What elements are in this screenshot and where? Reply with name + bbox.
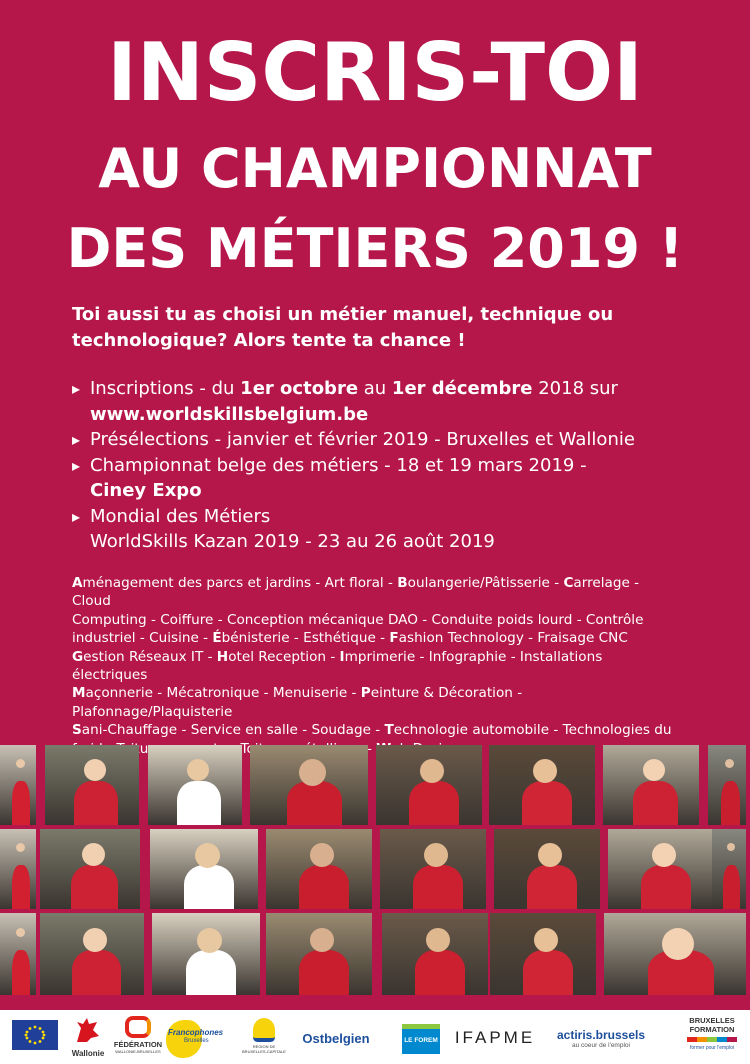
initial: H <box>216 648 229 665</box>
bullet-text: 2018 sur <box>532 378 618 399</box>
iris-icon <box>253 1018 275 1042</box>
wallonie-label: Wallonie <box>71 1049 105 1058</box>
worker-figure <box>177 781 221 825</box>
initial: T <box>384 722 394 739</box>
trades-line-5 <box>72 684 672 721</box>
worker-head <box>82 843 105 866</box>
worker-figure <box>71 865 118 909</box>
key-dates-list <box>72 376 692 555</box>
region-label: RÉGION DE BRUXELLES-CAPITALE <box>242 1044 286 1054</box>
end-date: 1er décembre <box>391 378 533 399</box>
collage-photo <box>490 913 596 995</box>
worker-figure <box>184 865 234 909</box>
photo-collage <box>0 745 750 995</box>
title-line-1: INSCRIS-TOI <box>107 26 643 119</box>
worker-head <box>725 759 734 768</box>
worker-head <box>84 759 106 781</box>
collage-photo <box>708 745 746 825</box>
collage-photo <box>152 913 260 995</box>
worker-figure <box>12 865 30 909</box>
actiris-logo <box>546 1018 656 1062</box>
bxl-tagline: former pour l'emploi <box>689 1045 735 1051</box>
worker-figure <box>641 865 691 909</box>
worker-figure <box>74 781 118 825</box>
initial: B <box>397 575 408 591</box>
mondial-details: WorldSkills Kazan 2019 - 23 au 26 août 2019 <box>90 531 495 552</box>
website-url[interactable]: www.worldskillsbelgium.be <box>90 403 369 425</box>
start-date: 1er octobre <box>240 378 359 399</box>
collage-photo <box>0 829 36 909</box>
intro-line-1: Toi aussi tu as choisi un métier manuel, technique ou <box>72 304 614 325</box>
federation-sublabel: WALLONIE-BRUXELLES <box>115 1049 161 1054</box>
trades-text: açonnerie - Mécatronique - Menuiserie - <box>85 685 361 702</box>
ifapme-label: IFAPME <box>454 1028 536 1047</box>
wallonie-logo <box>68 1016 108 1060</box>
collage-photo <box>380 829 486 909</box>
worker-head <box>533 759 557 783</box>
trades-text: Toiture - <box>116 740 372 757</box>
worker-head <box>643 759 665 781</box>
initial: M <box>72 685 86 702</box>
worker-head <box>310 928 334 952</box>
sponsor-logos-bar <box>0 1010 750 1064</box>
worker-figure <box>299 950 349 995</box>
francophones-label: Francophones <box>168 1028 224 1037</box>
rooster-icon <box>73 1016 103 1044</box>
intro-line-2: technologique? Alors tente ta chance ! <box>72 330 466 351</box>
trades-line-4 <box>72 648 672 685</box>
worker-figure <box>415 950 465 995</box>
initial: G <box>72 648 84 665</box>
collage-photo <box>250 745 368 825</box>
title-line-3: DES MÉTIERS 2019 ! <box>66 217 684 280</box>
worker-head <box>652 843 676 867</box>
initial: C <box>563 575 574 591</box>
collage-photo <box>45 745 139 825</box>
collage-photo <box>604 913 746 995</box>
federation-label: FÉDÉRATION <box>113 1040 163 1049</box>
intro-text <box>72 302 672 354</box>
forem-logo <box>402 1024 440 1054</box>
bullet-mondial: ▸ Mondial des Métiers <box>72 504 692 530</box>
bxl-colored-dots-icon <box>687 1037 737 1042</box>
collage-photo <box>0 745 36 825</box>
trades-text: arrelage - Cloud <box>72 575 640 610</box>
trades-text: otel Reception - <box>228 648 340 665</box>
worker-figure <box>522 781 572 825</box>
worker-figure <box>409 781 459 825</box>
worker-head <box>16 759 25 768</box>
initial: É <box>212 630 222 647</box>
bullet-championnat: ▸ Championnat belge des métiers - 18 et 19 mars 2019 - <box>72 453 692 479</box>
worker-figure <box>413 865 463 909</box>
worker-head <box>187 759 209 781</box>
worker-head <box>16 843 25 852</box>
worker-head <box>420 759 444 783</box>
initial: P <box>360 685 371 702</box>
worker-figure <box>523 950 573 995</box>
trades-line-1 <box>72 574 672 611</box>
trades-line-2: Computing - Coiffure - Conception mécanique DAO - Conduite poids lourd - Contrôle <box>72 611 644 628</box>
collage-photo <box>40 829 140 909</box>
worker-head <box>197 928 222 953</box>
worker-figure <box>287 781 342 825</box>
actiris-sublabel: au coeur de l'emploi <box>572 1042 630 1049</box>
trades-text: estion Réseaux IT - <box>83 648 217 665</box>
collage-photo <box>148 745 242 825</box>
worker-figure <box>12 950 30 995</box>
trades-text: ani-Chauffage - Service en salle - Soudage - <box>81 722 385 739</box>
collage-photo <box>608 829 714 909</box>
bxl-label-2: FORMATION <box>689 1025 735 1034</box>
trades-text: oulangerie/Pâtisserie - <box>407 575 564 591</box>
title-line-2: AU CHAMPIONNAT <box>98 137 652 200</box>
worker-head <box>424 843 448 867</box>
collage-photo <box>382 913 488 995</box>
collage-photo <box>0 913 36 995</box>
worker-head <box>727 843 735 851</box>
bullet-inscriptions <box>72 376 692 402</box>
forem-label: LE FOREM <box>404 1037 438 1044</box>
worker-head <box>534 928 558 952</box>
trades-list <box>72 574 672 758</box>
trades-text: mprimerie - Infographie - Installations électriques <box>72 648 603 684</box>
collage-photo <box>712 829 746 909</box>
initial: I <box>339 648 345 665</box>
ostbelgien-label: Ostbelgien <box>302 1031 370 1046</box>
worker-head <box>426 928 450 952</box>
actiris-label: actiris.brussels <box>556 1028 646 1042</box>
federation-wallonie-bruxelles-logo <box>112 1016 164 1062</box>
trades-line-3 <box>72 629 672 647</box>
initial: A <box>72 575 83 591</box>
fwb-mark-icon <box>125 1016 151 1038</box>
bruxelles-formation-logo <box>680 1016 744 1062</box>
francophones-sublabel: Bruxelles <box>184 1038 209 1044</box>
bullet-text: au <box>358 378 392 399</box>
initial: F <box>389 630 399 647</box>
trades-text: bénisterie - Esthétique - <box>221 630 390 647</box>
initial: S <box>72 722 82 739</box>
ifapme-logo <box>450 1028 540 1052</box>
worker-head <box>299 759 326 786</box>
venue: Ciney Expo <box>90 480 202 501</box>
worker-head <box>310 843 334 867</box>
worker-head <box>538 843 562 867</box>
worker-figure <box>527 865 577 909</box>
collage-photo <box>494 829 600 909</box>
eu-stars-icon <box>12 1020 58 1050</box>
collage-photo <box>266 829 372 909</box>
worker-figure <box>186 950 236 995</box>
collage-photo <box>266 913 372 995</box>
bxl-label-1: BRUXELLES <box>689 1016 735 1025</box>
ostbelgien-logo <box>296 1030 376 1050</box>
championnat-venue <box>72 478 692 504</box>
worker-figure <box>721 781 740 825</box>
worker-head <box>662 928 694 960</box>
bullet-text: Inscriptions - du <box>90 378 241 399</box>
website-link[interactable] <box>72 402 692 428</box>
worker-head <box>16 928 25 937</box>
collage-photo <box>40 913 144 995</box>
worker-figure <box>12 781 30 825</box>
collage-photo <box>150 829 258 909</box>
trades-line-6 <box>72 721 672 739</box>
worker-figure <box>633 781 678 825</box>
collage-photo <box>489 745 595 825</box>
bullet-preselections: ▸ Présélections - janvier et février 2019 - Bruxelles et Wallonie <box>72 427 692 453</box>
eu-flag-logo <box>12 1020 58 1050</box>
trades-text: echnologie automobile - Technologies du <box>393 722 672 739</box>
worker-figure <box>299 865 349 909</box>
trades-text: ménagement des parcs et jardins - Art floral - <box>82 575 398 591</box>
francophones-bruxelles-logo <box>164 1020 232 1060</box>
region-bruxelles-capitale-logo <box>242 1018 286 1062</box>
worker-head <box>195 843 220 868</box>
worker-head <box>83 928 107 952</box>
trades-text: industriel - Cuisine - <box>72 630 213 647</box>
trades-text: einture & Décoration - Plafonnage/Plaquisterie <box>72 685 523 720</box>
worker-figure <box>723 865 740 909</box>
worker-figure <box>72 950 121 995</box>
trades-text: ashion Technology - Fraisage CNC <box>398 630 628 647</box>
collage-photo <box>376 745 482 825</box>
collage-photo <box>603 745 699 825</box>
